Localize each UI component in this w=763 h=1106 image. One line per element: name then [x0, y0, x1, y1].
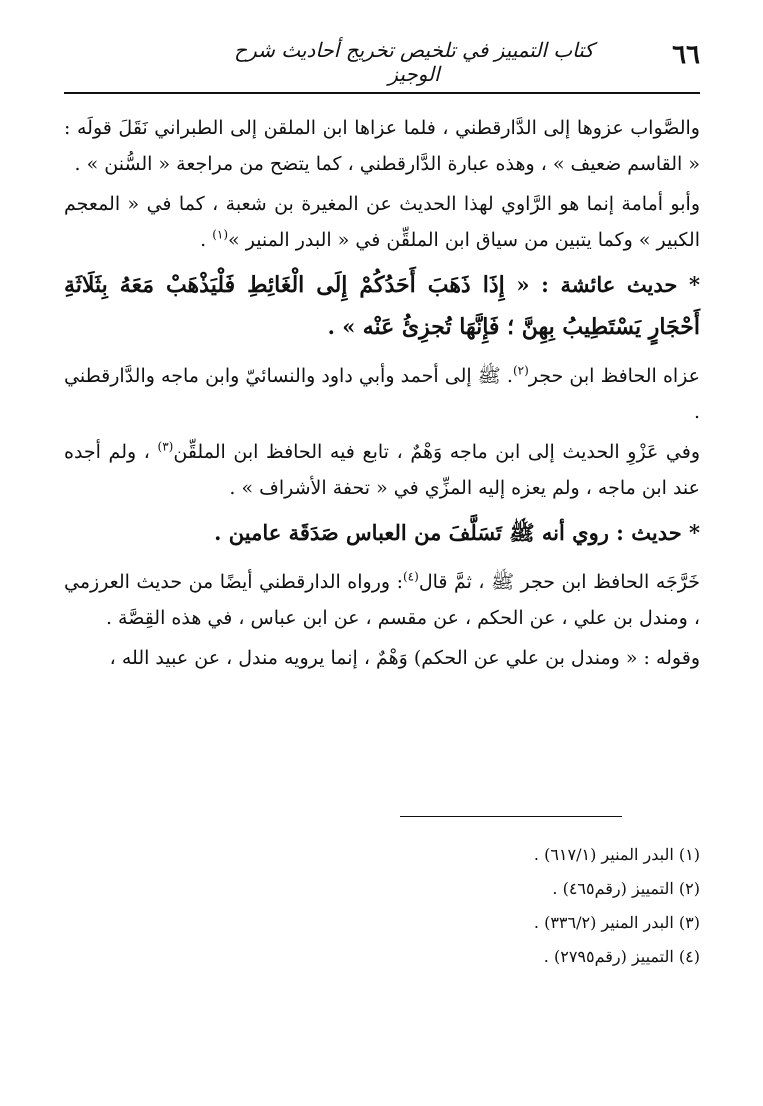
paragraph-1: والصَّواب عزوها إلى الدَّارقطني ، فلما عزاها ابن الملقن إلى الطبراني نَقَلَ قولَه : « القاسم ضعيف » ، وهذه عبارة الدَّارقطني ، كما يتضح من مراجعة « السُّنن » . — [64, 117, 700, 175]
paragraph-5-text-a: خَرَّجَه الحافظ ابن حجر ﷺ ، ثمَّ قال — [418, 571, 700, 593]
footnote-3: (٣) البدر المنير (٣٣٦/٢) . — [533, 913, 700, 932]
paragraph-4-text-a: وفي عَزْوِ الحديث إلى ابن ماجه وَهْمٌ ، تابع فيه الحافظ ابن الملقِّن — [173, 441, 700, 463]
footnote-1: (١) البدر المنير (٦١٧/١) . — [533, 845, 700, 864]
footnote-2: (٢) التمييز (رقم٤٦٥) . — [552, 879, 700, 898]
hadith-1-quote: إِذَا ذَهَبَ أَحَدُكُمْ إِلَى الْغَائِطِ فَلْيَذْهَبْ مَعَهُ بِثَلَاثَةِ أَحْجَارٍ يَسْتَطِيبُ بِهِنَّ ؛ فَإِنَّهَا تُجزِئُ عَنْه — [64, 272, 700, 340]
paragraph-4 — [64, 434, 700, 506]
paragraph-6: وقوله : « ومندل بن علي عن الحكم) وَهْمٌ ، إنما يرويه مندل ، عن عبيد الله ، — [109, 647, 700, 669]
paragraph-3-text-a: عزاه الحافظ ابن حجر — [528, 365, 700, 387]
paragraph-4-text-b: ، ولم أجده عند ابن ماجه ، ولم يعزه إليه المزِّي في « تحفة الأشراف » . — [64, 441, 700, 499]
footnote-ref-4[interactable]: (٤) — [402, 569, 419, 584]
main-text — [64, 110, 700, 680]
hadith-1-suffix: » . — [327, 314, 363, 339]
paragraph-3-text-b: . ﷺ إلى أحمد وأبي داود والنسائيّ وابن ماجه والدَّارقطني . — [64, 365, 700, 423]
hadith-heading-2: * حديث : روي أنه ﷺ تَسَلَّفَ من العباس صَدَقَة عامين . — [214, 520, 700, 545]
hadith-heading-1 — [64, 264, 700, 348]
header-rule — [64, 92, 700, 94]
page-header — [64, 38, 700, 90]
page-number: ٦٦ — [672, 40, 700, 70]
paragraph-2 — [64, 186, 700, 258]
paragraph-2-end: . — [200, 229, 213, 251]
footnote-ref-3[interactable]: (٣) — [157, 439, 174, 454]
footnote-ref-2[interactable]: (٢) — [512, 363, 529, 378]
hadith-1-prefix: * حديث عائشة : « — [504, 272, 700, 297]
paragraph-5-text-b: : ورواه الدارقطني أيضًا من حديث العرزمي ، ومندل بن علي ، عن الحكم ، عن مقسم ، عن ابن عباس ، في هذه القِصَّة . — [64, 571, 700, 629]
paragraph-5 — [64, 564, 700, 636]
footnote-4: (٤) التمييز (رقم٢٧٩٥) . — [543, 947, 700, 966]
footnote-separator — [400, 816, 622, 817]
footnote-ref-1[interactable]: (١) — [212, 227, 229, 242]
running-title: كتاب التمييز في تلخيص تخريج أحاديث شرح الوجيز — [234, 38, 594, 86]
paragraph-2-text: وأبو أمامة إنما هو الرَّاوي لهذا الحديث عن المغيرة بن شعبة ، كما في « المعجم الكبير » وكما يتبين من سياق ابن الملقِّن في « البدر المنير » — [64, 193, 700, 251]
paragraph-3 — [64, 358, 700, 430]
footnotes — [64, 838, 700, 974]
